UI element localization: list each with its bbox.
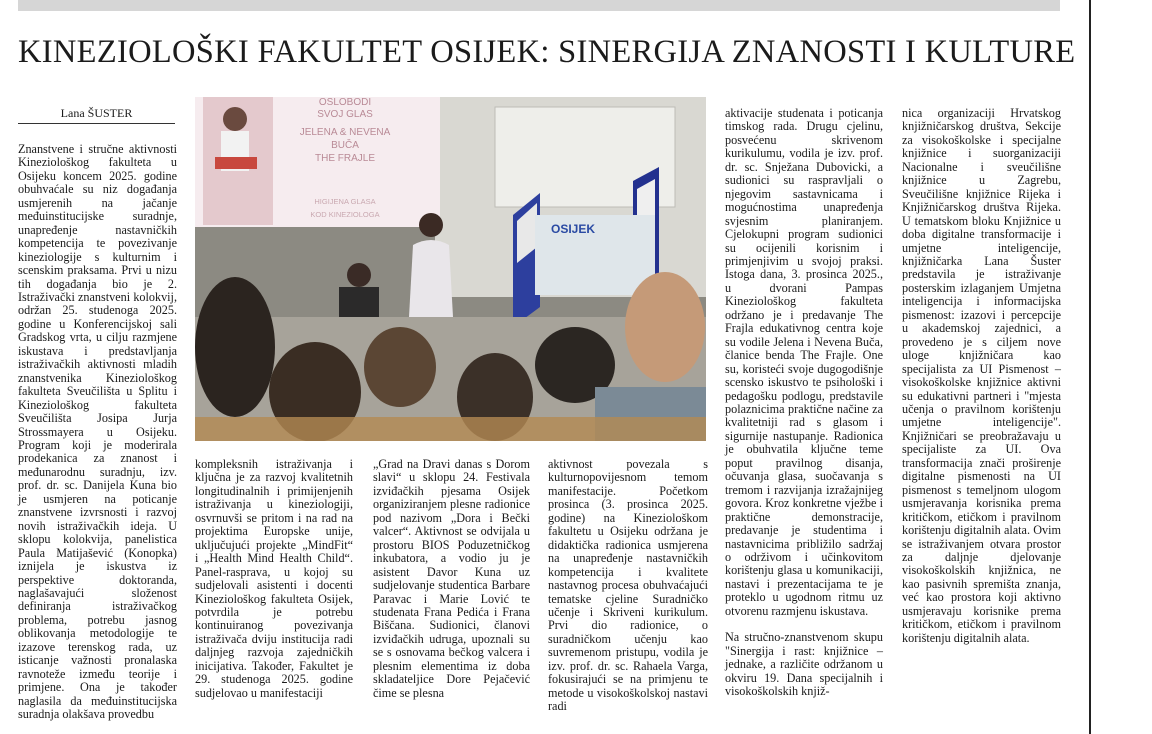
slide-line-4: BUČA bbox=[331, 140, 359, 151]
article-column-5 bbox=[725, 107, 883, 698]
banner-text: OSIJEK bbox=[551, 222, 596, 236]
slide-line-1: OSLOBODI bbox=[318, 97, 372, 108]
article-column-1: Znanstvene i stručne aktivnosti Kineziološkog fakulteta u Osijeku koncem 2025. godine obuhvaćale su niz događanja usmjerenih na jačanje međuinstitucijske suradnje, unapređenje nastavničkih kompetencija te povezivanje kineziologije s kulturnim i scenskim praksama. Prvi u nizu tih događanja bio je 2. Istraživački znanstveni kolokvij, održan 25. studenoga 2025. godine u Konferencijskoj sali Gradskog vrta, u cilju razmjene iskustava i predstavljanja istraživačkih aktivnosti mladih znanstvenika Kineziološkog fakulteta Sveučilišta u Splitu i Kineziološkog fakulteta Sveučilišta Josipa Jurja Strossmayera u Osijeku. Program koji je moderirala prodekanica za znanost i međunarodnu suradnju, izv. prof. dr. sc. Danijela Kuna bio je usmjeren na poticanje znanstvene izvrsnosti i razvoj novih istraživačkih ideja. U sklopu kolokvija, panelistica Paula Matijašević (Konopka) iznijela je iskustva iz perspektive doktoranda, naglašavajući složenost definiranja istraživačkog problema, potrebu jasnog oblikovanja metodologije te izazove terenskog rada, uz isticanje važnosti pronalaska ravnoteže između teorije i primjene. Ona je također naglasila da međuinstitucijska suradnja olakšava provedbu bbox=[18, 142, 177, 722]
page-edge-rule bbox=[1089, 0, 1091, 734]
slide-line-5: THE FRAJLE bbox=[314, 153, 376, 164]
article-column-4: aktivnost povezala s kulturnopovijesnom temom manifestacije. Početkom prosinca (3. prosinca 2025. godine) na Kineziološkom fakultetu u Osijeku održana je didaktička radionica usmjerena na unapređenje nastavničkih kompetencija i kvalitete nastavnog procesa obuhvaćajući tematske cjeline Suradničko učenje i Skriveni kurikulum. Prvi dio radionice, o suradničkom učenju kao suvremenom pristupu, vodila je izv. prof. dr. sc. Rahaela Varga, fokusirajući se na primjenu te metode u visokoškolskoj nastavi radi bbox=[548, 457, 708, 714]
slide-line-6: HIGIJENA GLASA bbox=[314, 197, 376, 206]
article-column-2: kompleksnih istraživanja i ključna je za razvoj kvalitetnih longitudinalnih i primijenjenih istraživanja u kineziologiji, osvrnuvši se pritom i na rad na projektima Europske unije, uključujući projekte „MindFit“ i „Health Mind Health Child“. Panel-rasprava, u kojoj su sudjelovali asistenti i docenti Kineziološkog fakulteta Osijek, potvrdila je potrebu kontinuiranog povezivanja istraživača dviju institucija radi daljnjeg razvoja zajedničkih inicijativa. Također, Fakultet je 29. studenoga 2025. godine sudjelovao u manifestaciji bbox=[195, 457, 353, 700]
article-photo bbox=[195, 97, 706, 441]
top-gray-bar bbox=[18, 0, 1060, 11]
slide-line-3: JELENA & NEVENA bbox=[299, 127, 391, 138]
lecture-hall-photo bbox=[195, 97, 706, 441]
article-author: Lana ŠUSTER bbox=[18, 106, 175, 124]
column-5-paragraph-1: aktivacije studenata i poticanja timskog rada. Drugu cjelinu, posvećenu skrivenom kurikulumu, vodila je izv. prof. dr. sc. Snježana Dubovicki, a sudionici su raspravljali o njegovim sastavnicama i mogućnostima unapređenja svjesnim planiranjem. Cjelokupni program sudionici su ocijenili korisnim i primjenjivim u svojoj praksi. Istoga dana, 3. prosinca 2025., u dvorani Pampas Kineziološkog fakulteta održano je i predavanje The Frajla edukativnog centra koje su vodile Jelena i Nevena Buča, članice benda The Frajle. One su, koristeći svoje dugogodišnje scensko iskustvo te psihološki i pedagošku podlogu, predstavile polaznicima praktične načine za kvalitetniji rad s glasom i sigurnije nastupanje. Radionica je obuhvatila ključne teme poput pravilnog disanja, očuvanja glasa, suočavanja s tremom i razvijanja izražajnijeg govora. Kroz konkretne vježbe i praktične demonstracije, predavanje je studentima i nastavnicima približilo sadržaj o održivom i učinkovitom korištenju glasa u komunikaciji, nastavi i prezentacijama te je proteklo u ugodnom ritmu uz otvorenu razmjenu iskustava. bbox=[725, 106, 883, 618]
article-headline: KINEZIOLOŠKI FAKULTET OSIJEK: SINERGIJA ZNANOSTI I KULTURE bbox=[18, 34, 1076, 70]
column-5-paragraph-2: Na stručno-znanstvenom skupu "Sinergija i rast: knjižnice – jednake, a različite održanom u okviru 19. Dana specijalnih i visokoškolskih knjiž- bbox=[725, 630, 883, 699]
article-column-3: „Grad na Dravi danas s Dorom slavi“ u sklopu 24. Festivala izviđačkih pjesama Osijek organiziranjem plesne radionice pod nazivom „Dora i Bečki valcer“. Aktivnost se odvijala u prostoru BIOS Poduzetničkog inkubatora, a vodio ju je asistent Davor Kuna uz sudjelovanje studentica Barbare Paravac i Marie Lović te studenata Frana Pedića i Frana Biščana. Sudionici, članovi izviđačkih udruga, upoznali su se s osnovama bečkog valcera i plesnim elementima iz doba skladateljice Dore Pejačević čime se plesna bbox=[373, 457, 530, 700]
slide-line-7: KOD KINEZIOLOGA bbox=[310, 210, 380, 219]
article-column-6: nica organizaciji Hrvatskog knjižničarskog društva, Sekcije za visokoškolske i specijalne knjižnice i suorganizaciji Nacionalne i sveučilišne knjižnice u Zagrebu, Sveučilišne knjižnice Rijeka i Knjižničarskog društva Rijeka. U tematskom bloku Knjižnice u doba digitalne transformacije i umjetne inteligencije, knjižničarka Lana Šuster predstavila je istraživanje posterskim izlaganjem Umjetna inteligencija i informacijska pismenost: izazovi i percepcije u akademskoj zajednici, a provedeno je s ciljem nove uloge knjižničara kao specijalista za UI Pismenost – visokoškolske knjižnice aktivni su edukativni partneri i "mjesta učenja o pravilnom korištenju umjetne inteligencije". Knjižničari se preobražavaju u specijaliste za UI. Ova transformacija znači proširenje digitalne pismenosti na UI pismenost s temeljnom ulogom usmjeravanja korisnika prema kritičkom, etičkom i pravilnom korištenju digitalnih alata. Ovim se istraživanjem otvara prostor za daljnje djelovanje visokoškolskih knjižnica, ne kao pasivnih spremišta znanja, već kao prostora koji aktivno usmjeravaju korisnike prema kritičkom, etičkom i pravilnom korištenju digitalnih alata. bbox=[902, 106, 1061, 645]
slide-line-2: SVOJ GLAS bbox=[317, 109, 373, 120]
